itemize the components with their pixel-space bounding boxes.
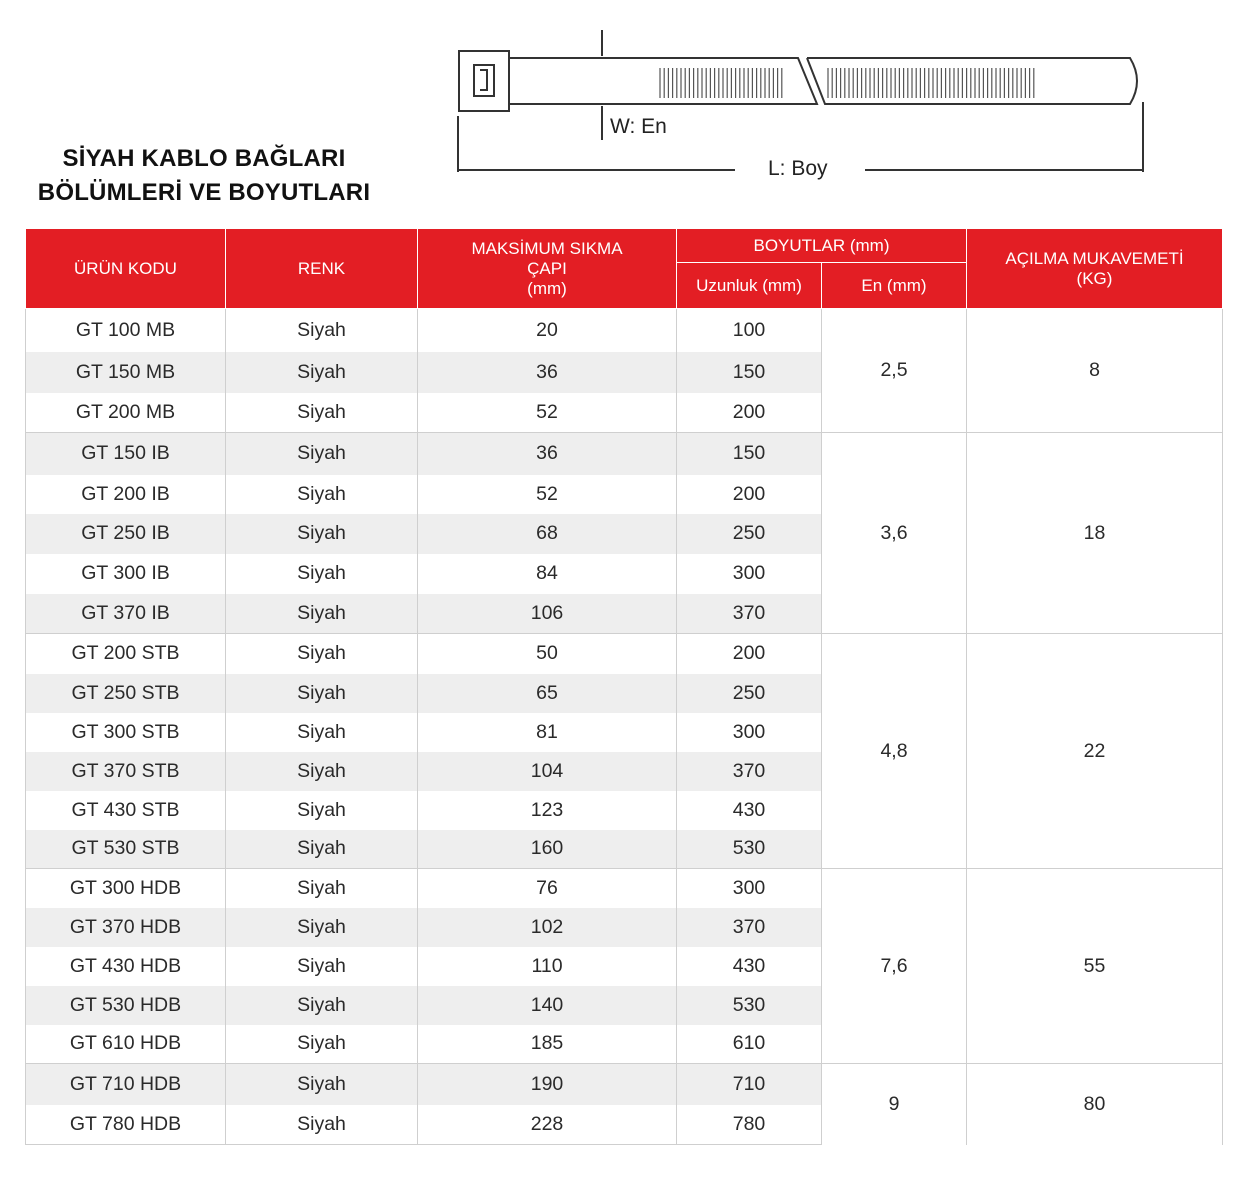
cell-product-code: GT 150 MB — [26, 352, 226, 393]
cell-width: 4,8 — [822, 634, 967, 869]
cell-color: Siyah — [226, 674, 418, 713]
cell-max-diameter: 160 — [418, 830, 677, 869]
cable-tie-table — [25, 228, 1223, 1145]
cell-color: Siyah — [226, 791, 418, 830]
cell-length: 370 — [677, 594, 822, 634]
width-label: W: En — [610, 115, 667, 138]
cell-color: Siyah — [226, 433, 418, 475]
cell-color: Siyah — [226, 713, 418, 752]
cell-color: Siyah — [226, 393, 418, 433]
header-dimensions: BOYUTLAR (mm) — [677, 229, 967, 263]
header-strength — [967, 229, 1223, 309]
header-length: Uzunluk (mm) — [677, 263, 822, 309]
cell-max-diameter: 102 — [418, 908, 677, 947]
cell-max-diameter: 76 — [418, 869, 677, 908]
cell-strength: 55 — [967, 869, 1223, 1064]
cell-max-diameter: 104 — [418, 752, 677, 791]
cell-max-diameter: 50 — [418, 634, 677, 674]
cell-product-code: GT 200 MB — [26, 393, 226, 433]
cell-width: 3,6 — [822, 433, 967, 634]
table-body — [26, 309, 1223, 1145]
cell-product-code: GT 300 HDB — [26, 869, 226, 908]
cell-color: Siyah — [226, 514, 418, 554]
cell-color: Siyah — [226, 986, 418, 1025]
cell-product-code: GT 370 IB — [26, 594, 226, 634]
cell-product-code: GT 610 HDB — [26, 1025, 226, 1064]
cell-length: 250 — [677, 674, 822, 713]
cell-length: 300 — [677, 554, 822, 594]
cell-length: 100 — [677, 309, 822, 352]
cell-color: Siyah — [226, 908, 418, 947]
page-title — [24, 142, 384, 210]
cell-length: 430 — [677, 791, 822, 830]
cell-color: Siyah — [226, 1025, 418, 1064]
cell-color: Siyah — [226, 309, 418, 352]
cell-max-diameter: 185 — [418, 1025, 677, 1064]
cell-product-code: GT 300 STB — [26, 713, 226, 752]
cell-color: Siyah — [226, 752, 418, 791]
table-row — [26, 869, 1223, 908]
cell-strength: 8 — [967, 309, 1223, 433]
cell-color: Siyah — [226, 475, 418, 514]
cell-strength: 80 — [967, 1064, 1223, 1145]
cell-max-diameter: 52 — [418, 475, 677, 514]
cell-product-code: GT 430 HDB — [26, 947, 226, 986]
cell-max-diameter: 20 — [418, 309, 677, 352]
header-max-diameter-line1: MAKSİMUM SIKMA — [471, 238, 623, 258]
cell-product-code: GT 530 HDB — [26, 986, 226, 1025]
cell-color: Siyah — [226, 1064, 418, 1105]
cell-length: 710 — [677, 1064, 822, 1105]
cell-max-diameter: 36 — [418, 352, 677, 393]
cell-color: Siyah — [226, 634, 418, 674]
cell-max-diameter: 190 — [418, 1064, 677, 1105]
table-row — [26, 634, 1223, 674]
cell-strength: 22 — [967, 634, 1223, 869]
cell-max-diameter: 52 — [418, 393, 677, 433]
cell-length: 200 — [677, 634, 822, 674]
cell-length: 300 — [677, 713, 822, 752]
table-row — [26, 433, 1223, 475]
cell-length: 530 — [677, 830, 822, 869]
cell-product-code: GT 200 STB — [26, 634, 226, 674]
cell-product-code: GT 370 HDB — [26, 908, 226, 947]
header-color: RENK — [226, 229, 418, 309]
cell-max-diameter: 81 — [418, 713, 677, 752]
cell-color: Siyah — [226, 947, 418, 986]
cell-length: 530 — [677, 986, 822, 1025]
cell-length: 370 — [677, 752, 822, 791]
cell-product-code: GT 300 IB — [26, 554, 226, 594]
cell-max-diameter: 228 — [418, 1105, 677, 1145]
cell-color: Siyah — [226, 554, 418, 594]
cell-length: 200 — [677, 475, 822, 514]
cell-color: Siyah — [226, 830, 418, 869]
cell-strength: 18 — [967, 433, 1223, 634]
header-width: En (mm) — [822, 263, 967, 309]
cell-product-code: GT 250 STB — [26, 674, 226, 713]
cell-product-code: GT 200 IB — [26, 475, 226, 514]
header-max-diameter-line2: ÇAPI — [527, 258, 567, 278]
cell-color: Siyah — [226, 1105, 418, 1145]
header-max-diameter — [418, 229, 677, 309]
cell-color: Siyah — [226, 594, 418, 634]
cell-length: 150 — [677, 433, 822, 475]
header-max-diameter-line3: (mm) — [527, 278, 567, 298]
title-line-2: BÖLÜMLERİ VE BOYUTLARI — [37, 179, 371, 206]
length-label: L: Boy — [768, 157, 828, 180]
cell-length: 200 — [677, 393, 822, 433]
cell-product-code: GT 250 IB — [26, 514, 226, 554]
table-row — [26, 309, 1223, 352]
cell-product-code: GT 780 HDB — [26, 1105, 226, 1145]
cell-product-code: GT 150 IB — [26, 433, 226, 475]
header-strength-line1: AÇILMA MUKAVEMETİ — [1005, 248, 1184, 268]
cell-length: 300 — [677, 869, 822, 908]
cell-product-code: GT 100 MB — [26, 309, 226, 352]
title-line-1: SİYAH KABLO BAĞLARI — [62, 145, 346, 172]
cell-width: 7,6 — [822, 869, 967, 1064]
cell-color: Siyah — [226, 352, 418, 393]
cell-color: Siyah — [226, 869, 418, 908]
cell-product-code: GT 530 STB — [26, 830, 226, 869]
cell-max-diameter: 68 — [418, 514, 677, 554]
cell-length: 780 — [677, 1105, 822, 1145]
table-row — [26, 1064, 1223, 1105]
cell-length: 150 — [677, 352, 822, 393]
cell-width: 9 — [822, 1064, 967, 1145]
cell-length: 430 — [677, 947, 822, 986]
cable-tie-diagram — [440, 20, 1160, 190]
cell-length: 250 — [677, 514, 822, 554]
cell-product-code: GT 430 STB — [26, 791, 226, 830]
cell-max-diameter: 36 — [418, 433, 677, 475]
cell-width: 2,5 — [822, 309, 967, 433]
cell-product-code: GT 710 HDB — [26, 1064, 226, 1105]
cell-product-code: GT 370 STB — [26, 752, 226, 791]
cell-max-diameter: 84 — [418, 554, 677, 594]
cell-length: 610 — [677, 1025, 822, 1064]
cell-length: 370 — [677, 908, 822, 947]
cell-max-diameter: 106 — [418, 594, 677, 634]
cell-max-diameter: 110 — [418, 947, 677, 986]
header-strength-line2: (KG) — [1076, 268, 1113, 288]
cell-max-diameter: 65 — [418, 674, 677, 713]
header-code: ÜRÜN KODU — [26, 229, 226, 309]
cell-max-diameter: 123 — [418, 791, 677, 830]
cell-max-diameter: 140 — [418, 986, 677, 1025]
